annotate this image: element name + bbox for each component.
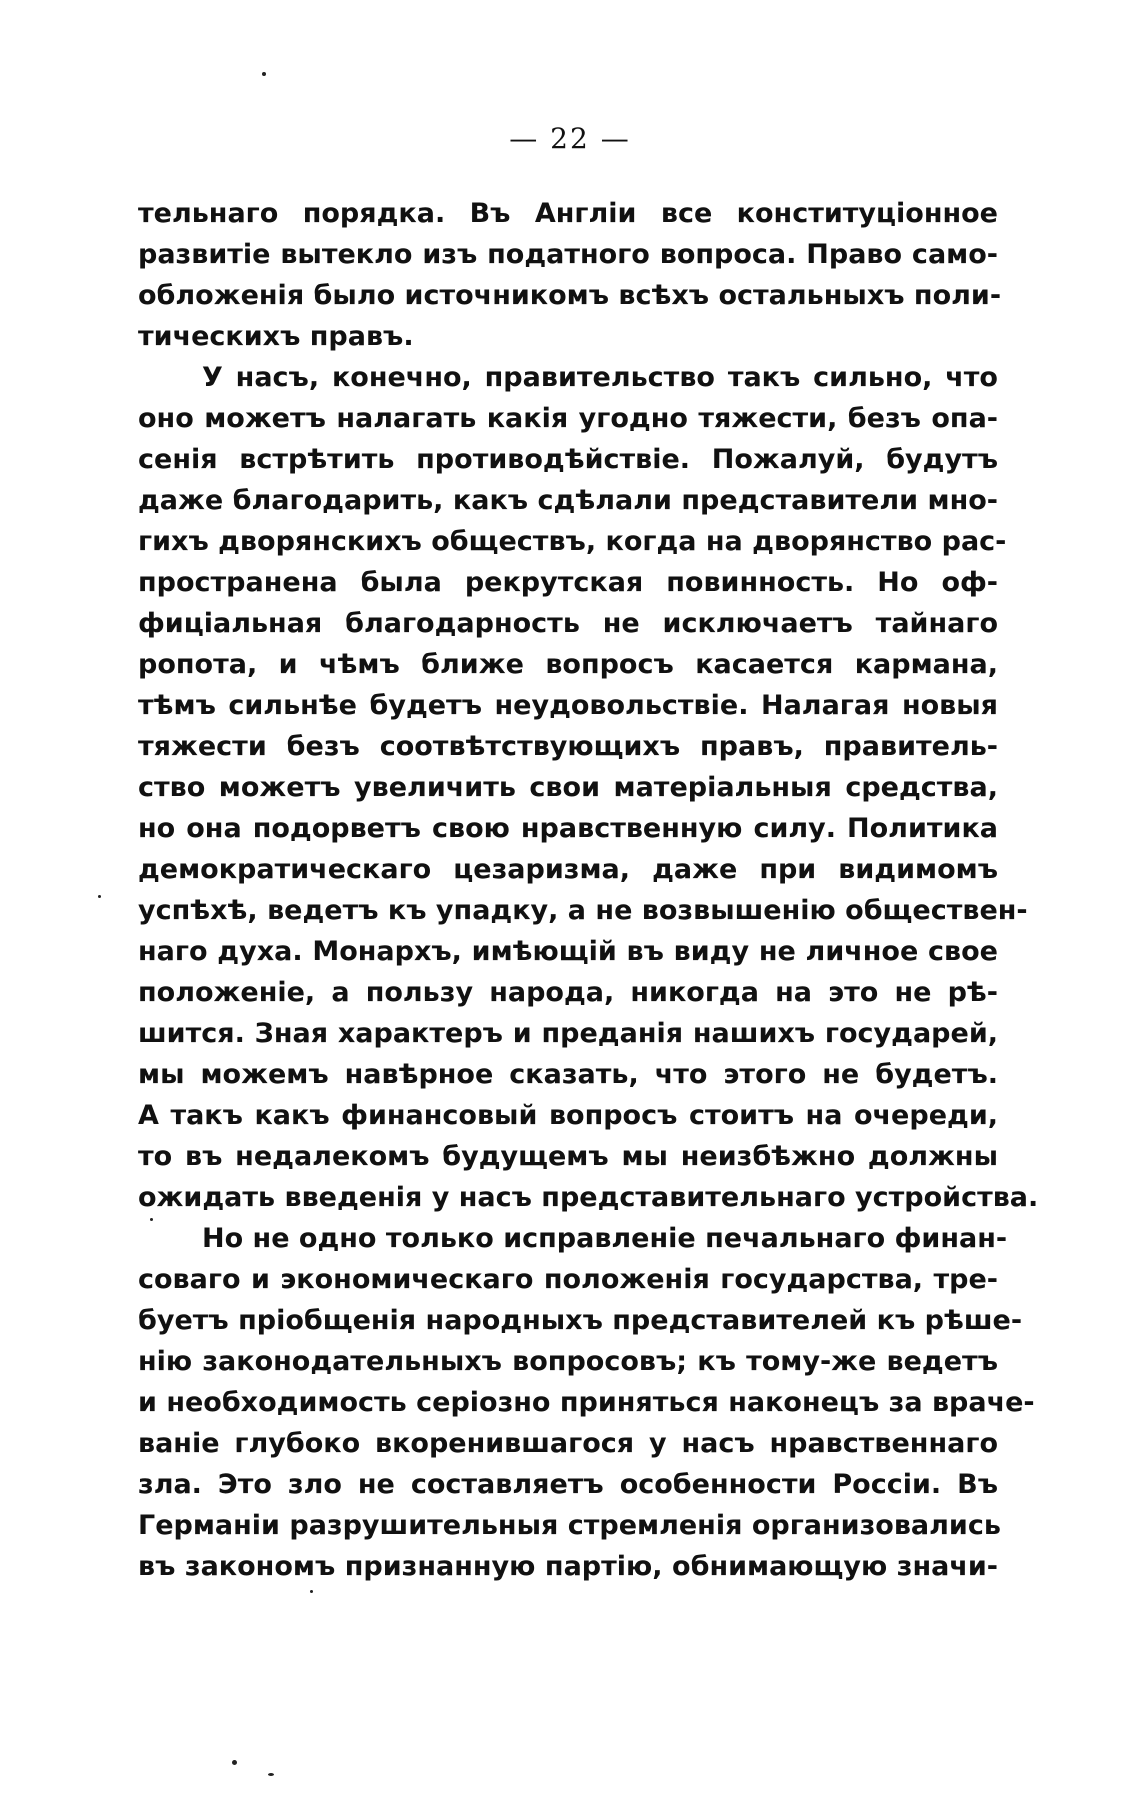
print-speck (150, 1218, 153, 1221)
text-line: даже благодарить, какъ сдѣлали представители мно- (138, 485, 998, 516)
print-speck (98, 895, 101, 898)
text-line: ство можетъ увеличить свои матеріальныя средства, (138, 772, 998, 803)
print-speck (268, 1773, 274, 1776)
body-text (138, 193, 1039, 1587)
print-speck (262, 72, 266, 76)
text-line: и необходимость серіозно приняться наконецъ за враче- (138, 1387, 1035, 1418)
text-line: положеніе, а пользу народа, никогда на это не рѣ- (138, 977, 998, 1008)
text-line: гихъ дворянскихъ обществъ, когда на дворянство рас- (138, 526, 1007, 557)
text-line: У насъ, конечно, правительство такъ сильно, что (202, 362, 998, 393)
text-line: Но не одно только исправленіе печальнаго финан- (202, 1223, 1008, 1254)
text-line: буетъ пріобщенія народныхъ представителей къ рѣше- (138, 1305, 1023, 1336)
text-line: обложенія было источникомъ всѣхъ остальныхъ поли- (138, 280, 1002, 311)
text-line: тяжести безъ соотвѣтствующихъ правъ, правитель- (138, 731, 998, 762)
text-line: мы можемъ навѣрное сказать, что этого не будетъ. (138, 1059, 998, 1090)
text-line: тѣмъ сильнѣе будетъ неудовольствіе. Налагая новыя (138, 690, 998, 721)
text-line: фиціальная благодарность не исключаетъ тайнаго (138, 608, 998, 639)
text-line: ожидать введенія у насъ представительнаго устройства. (138, 1182, 1039, 1213)
text-line: демократическаго цезаризма, даже при видимомъ (138, 854, 998, 885)
text-line: пространена была рекрутская повинность. Но оф- (138, 567, 998, 598)
text-line: соваго и экономическаго положенія государства, тре- (138, 1264, 998, 1295)
text-line: тельнаго порядка. Въ Англіи все конституціонное (138, 198, 998, 229)
text-line: сенія встрѣтить противодѣйствіе. Пожалуй, будутъ (138, 444, 998, 475)
text-line: но она подорветъ свою нравственную силу. Политика (138, 813, 998, 844)
print-speck (232, 1760, 237, 1765)
text-line: нію законодательныхъ вопросовъ; къ тому-же ведетъ (138, 1346, 998, 1377)
text-line: развитіе вытекло изъ податного вопроса. Право само- (138, 239, 998, 270)
text-line: то въ недалекомъ будущемъ мы неизбѣжно должны (138, 1141, 998, 1172)
text-line: ваніе глубоко вкоренившагося у насъ нравственнаго (138, 1428, 998, 1459)
text-line: наго духа. Монархъ, имѣющій въ виду не личное свое (138, 936, 998, 967)
text-line: Германіи разрушительныя стремленія организовались (138, 1510, 1001, 1541)
text-line: зла. Это зло не составляетъ особенности Россіи. Въ (138, 1469, 998, 1500)
text-line: въ закономъ признанную партію, обнимающую значи- (138, 1551, 998, 1582)
text-line: шится. Зная характеръ и преданія нашихъ государей, (138, 1018, 998, 1049)
page-number: — 22 — (509, 122, 631, 155)
text-line: А такъ какъ финансовый вопросъ стоитъ на очереди, (138, 1100, 998, 1131)
print-speck (310, 1590, 313, 1593)
text-line: ропота, и чѣмъ ближе вопросъ касается кармана, (138, 649, 998, 680)
text-line: тическихъ правъ. (138, 321, 414, 352)
text-line: успѣхѣ, ведетъ къ упадку, а не возвышенію обществен- (138, 895, 1028, 926)
text-line: оно можетъ налагать какія угодно тяжести, безъ опа- (138, 403, 998, 434)
